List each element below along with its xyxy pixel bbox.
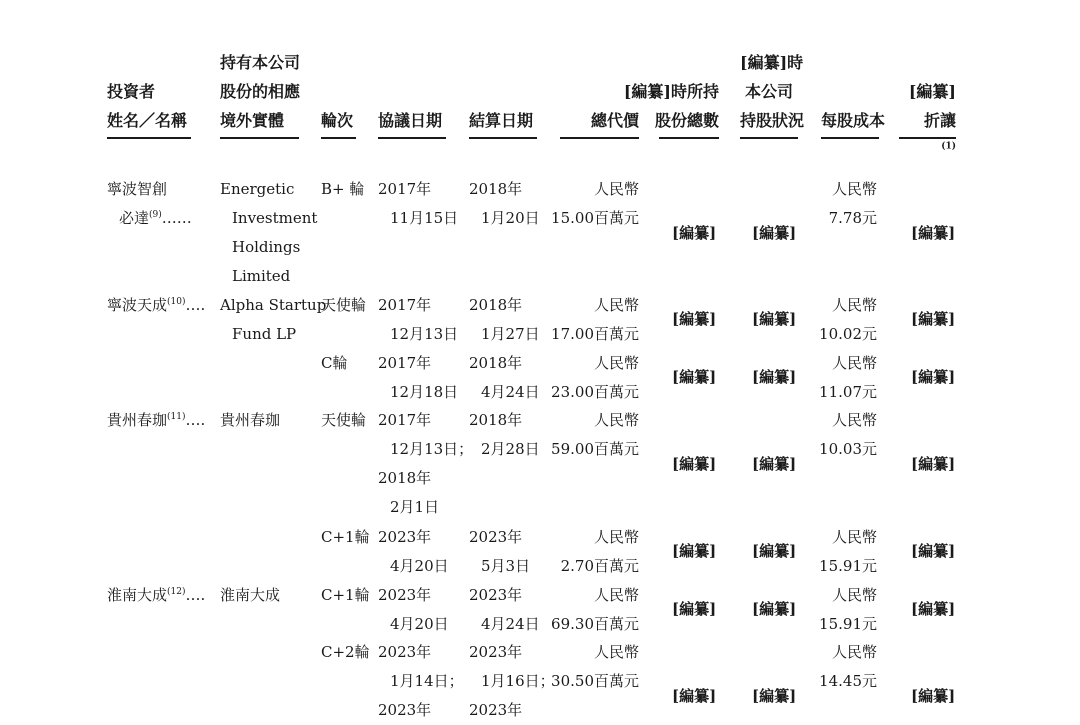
row-cost: 人民幣 7.78元 — [828, 180, 877, 227]
row-cost: 人民幣 14.45元 — [819, 643, 877, 690]
row-settlement-date: 2018年 1月20日 — [469, 180, 540, 227]
row-agreement-date: 2017年 12月18日 — [378, 354, 459, 401]
header-rule-entity — [220, 137, 299, 139]
entity-huainan: 淮南大成 — [220, 586, 281, 604]
row-shares-redacted: [編纂] — [672, 542, 717, 560]
row-settlement-date: 2023年 4月24日 — [469, 586, 540, 633]
row-cost: 人民幣 15.91元 — [819, 586, 877, 633]
header-consideration: 總代價 — [590, 111, 639, 130]
row-holding-redacted: [編纂] — [752, 368, 797, 386]
header-rule-round — [321, 137, 356, 139]
header-rule-holding — [740, 137, 798, 139]
row-agreement-date: 2017年 12月13日； 2018年 2月1日 — [378, 411, 474, 516]
header-shares: [編纂]時所持 股份總數 — [623, 82, 719, 130]
row-shares-redacted: [編纂] — [672, 224, 717, 242]
header-round: 輪次 — [321, 111, 354, 130]
header-settlement-date: 結算日期 — [469, 111, 534, 130]
row-round: 天使輪 — [321, 411, 367, 429]
row-agreement-date: 2023年 1月14日； 2023年 — [378, 643, 464, 719]
row-round: 天使輪 — [321, 296, 367, 314]
header-cost: 每股成本 — [821, 111, 886, 130]
row-discount-redacted: [編纂] — [911, 224, 956, 242]
row-holding-redacted: [編纂] — [752, 224, 797, 242]
row-consideration: 人民幣 23.00百萬元 — [551, 354, 639, 401]
row-shares-redacted: [編纂] — [672, 310, 717, 328]
row-agreement-date: 2017年 11月15日 — [378, 180, 459, 227]
row-cost: 人民幣 10.03元 — [819, 411, 877, 458]
row-shares-redacted: [編纂] — [672, 600, 717, 618]
row-round: C+1輪 — [321, 528, 370, 546]
row-consideration: 人民幣 15.00百萬元 — [551, 180, 639, 227]
row-round: B+ 輪 — [321, 180, 365, 198]
entity-alpha-startup: Alpha Startup Fund LP — [220, 296, 327, 343]
header-discount: [編纂] 折讓 $^{(1)}$ — [908, 82, 956, 152]
investor-name-guizhou: 貴州春珈$^{(11)}$…. — [107, 411, 206, 429]
row-shares-redacted: [編纂] — [672, 687, 717, 705]
row-holding-redacted: [編纂] — [752, 600, 797, 618]
row-consideration: 人民幣 30.50百萬元 — [551, 643, 639, 690]
header-holding: [編纂]時 本公司 持股狀況 — [740, 53, 805, 130]
entity-guizhou: 貴州春珈 — [220, 411, 281, 429]
row-discount-redacted: [編纂] — [911, 542, 956, 560]
row-consideration: 人民幣 17.00百萬元 — [551, 296, 639, 343]
header-rule-shares — [659, 137, 719, 139]
row-discount-redacted: [編纂] — [911, 368, 956, 386]
investor-name-ningbo-tiancheng: 寧波天成$^{(10)}$…. — [107, 296, 206, 314]
row-settlement-date: 2018年 4月24日 — [469, 354, 540, 401]
header-rule-agreement — [378, 137, 446, 139]
header-rule-settlement — [469, 137, 537, 139]
row-consideration: 人民幣 2.70百萬元 — [560, 528, 639, 575]
header-agreement-date: 協議日期 — [378, 111, 443, 130]
row-holding-redacted: [編纂] — [752, 687, 797, 705]
investor-name-huainan: 淮南大成$^{(12)}$…. — [107, 586, 206, 604]
footnote-marker: (1) — [941, 141, 956, 152]
row-agreement-date: 2023年 4月20日 — [378, 528, 449, 575]
row-round: C+2輪 — [321, 643, 370, 661]
row-shares-redacted: [編纂] — [672, 455, 717, 473]
row-holding-redacted: [編纂] — [752, 455, 797, 473]
row-holding-redacted: [編纂] — [752, 310, 797, 328]
row-round: C+1輪 — [321, 586, 370, 604]
row-cost: 人民幣 11.07元 — [819, 354, 877, 401]
row-cost: 人民幣 15.91元 — [819, 528, 877, 575]
row-settlement-date: 2018年 2月28日 — [469, 411, 540, 458]
row-agreement-date: 2017年 12月13日 — [378, 296, 459, 343]
header-entity: 持有本公司 股份的相應 境外實體 — [220, 53, 301, 130]
header-investor: 投資者 姓名／名稱 — [107, 82, 188, 130]
row-cost: 人民幣 10.02元 — [819, 296, 877, 343]
row-agreement-date: 2023年 4月20日 — [378, 586, 449, 633]
investor-name-ningbo-zhichuang: 寧波智創 必達$^{(9)}$…… — [107, 180, 192, 227]
row-discount-redacted: [編纂] — [911, 455, 956, 473]
row-holding-redacted: [編纂] — [752, 542, 797, 560]
header-rule-cost — [821, 137, 879, 139]
row-round: C輪 — [321, 354, 348, 372]
row-shares-redacted: [編纂] — [672, 368, 717, 386]
row-settlement-date: 2023年 1月16日； 2023年 — [469, 643, 555, 719]
row-discount-redacted: [編纂] — [911, 687, 956, 705]
header-rule-consideration — [560, 137, 639, 139]
row-consideration: 人民幣 69.30百萬元 — [551, 586, 639, 633]
row-consideration: 人民幣 59.00百萬元 — [551, 411, 639, 458]
header-rule-investor — [107, 137, 191, 139]
entity-energetic: Energetic Investment Holdings Limited — [220, 180, 318, 285]
row-discount-redacted: [編纂] — [911, 600, 956, 618]
header-rule-discount — [899, 137, 956, 139]
row-settlement-date: 2018年 1月27日 — [469, 296, 540, 343]
row-settlement-date: 2023年 5月3日 — [469, 528, 531, 575]
row-discount-redacted: [編纂] — [911, 310, 956, 328]
